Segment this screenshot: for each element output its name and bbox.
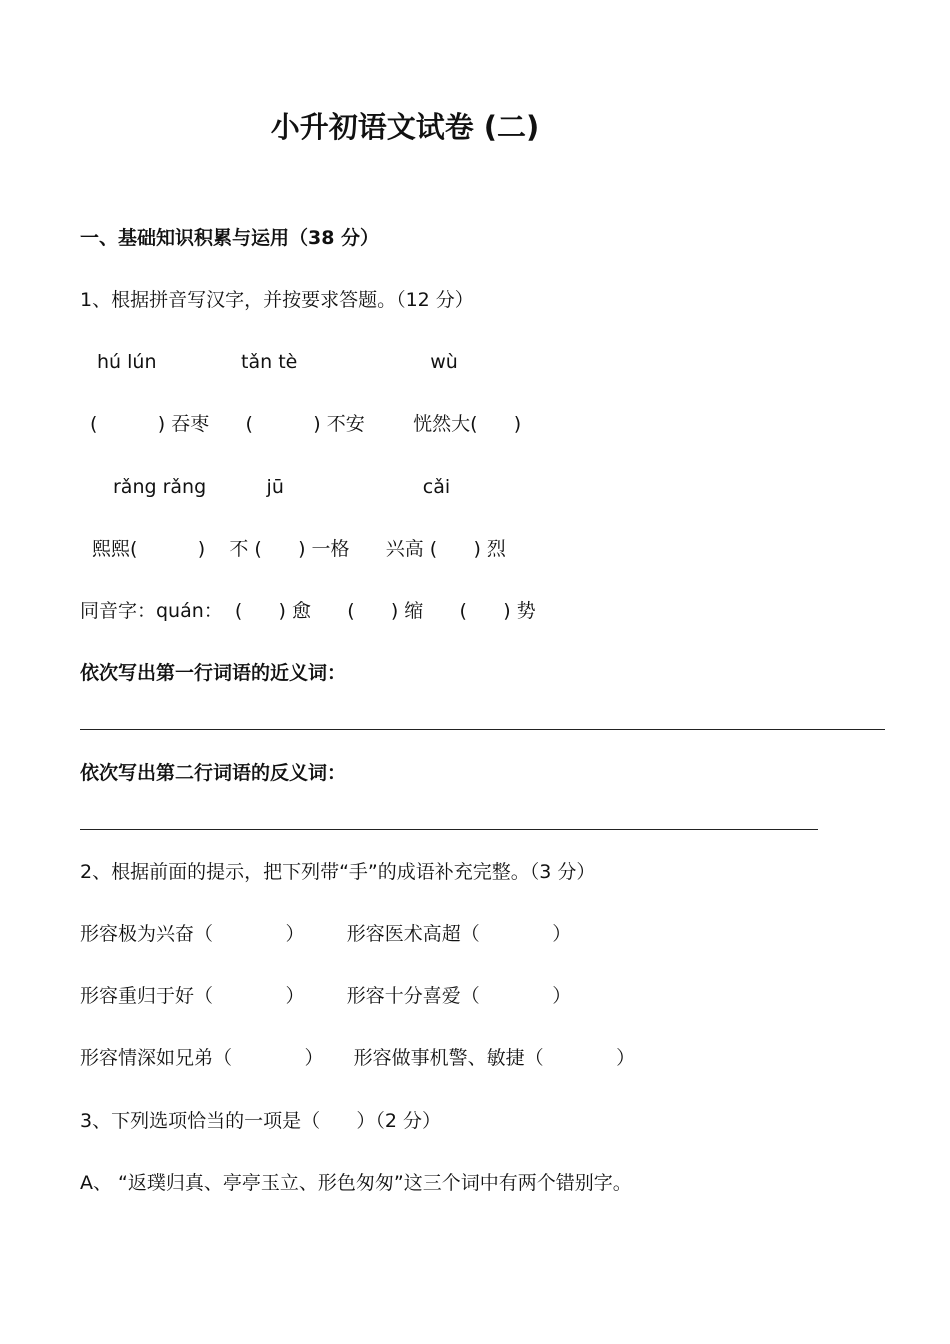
idiom-row-3: 形容情深如兄弟（ ） 形容做事机警、敏捷（ ） <box>80 1047 636 1069</box>
idiom-row-2: 形容重归于好（ ） 形容十分喜爱（ ） <box>80 985 572 1007</box>
question-2-prompt: 2、根据前面的提示，把下列带“手”的成语补充完整。（3 分） <box>80 861 596 883</box>
chars-row-1: ( ) 吞枣 ( ) 不安 恍然大( ) <box>90 413 522 435</box>
pinyin-row-2: rǎng rǎng jū cǎi <box>113 476 451 498</box>
pinyin-row-1: hú lún tǎn tè wù <box>97 351 458 373</box>
question-1-prompt: 1、根据拼音写汉字，并按要求答题。（12 分） <box>80 289 474 311</box>
chars-row-2: 熙熙( ) 不 ( ) 一格 兴高 ( ) 烈 <box>92 538 506 560</box>
synonym-answer-line[interactable] <box>80 729 885 730</box>
homophone-row: 同音字：quán： ( ) 愈 ( ) 缩 ( ) 势 <box>80 600 536 622</box>
question-3-prompt: 3、下列选项恰当的一项是（ ）（2 分） <box>80 1110 441 1132</box>
question-3-option-a: A、 “返璞归真、亭亭玉立、形色匆匆”这三个词中有两个错别字。 <box>80 1172 632 1194</box>
antonym-prompt: 依次写出第二行词语的反义词： <box>80 762 347 784</box>
section-heading: 一、基础知识积累与运用（38 分） <box>80 227 380 249</box>
synonym-prompt: 依次写出第一行词语的近义词： <box>80 662 347 684</box>
page-title: 小升初语文试卷 (二) <box>270 110 540 144</box>
antonym-answer-line[interactable] <box>80 829 818 830</box>
idiom-row-1: 形容极为兴奋（ ） 形容医术高超（ ） <box>80 923 572 945</box>
